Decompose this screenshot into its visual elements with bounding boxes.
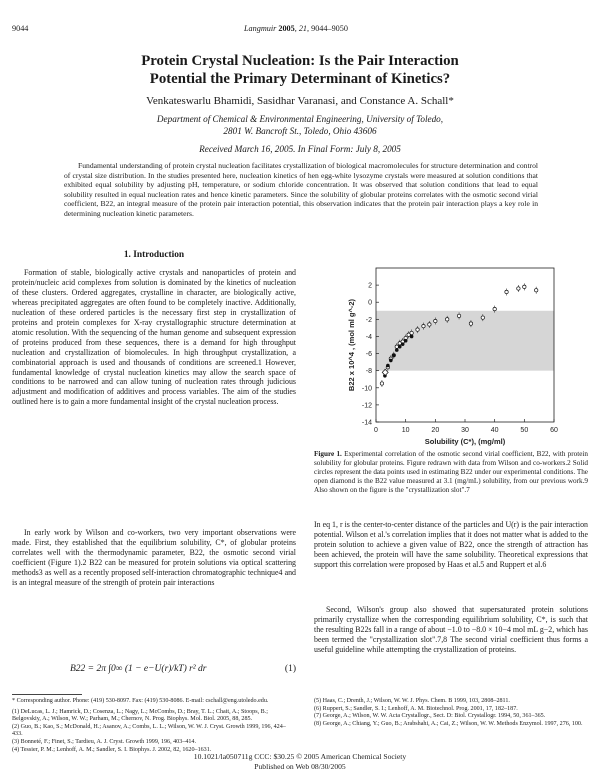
affiliation: [40, 114, 560, 137]
section-heading: 1. Introduction: [123, 250, 185, 260]
journal-name: Langmuir: [244, 24, 277, 33]
corresponding-author-note: * Corresponding author. Phone: (419) 530-8097. Fax: (419) 530-8086. E-mail: cschall@eng.utoledo.edu.: [12, 698, 269, 704]
x-tick-label: 0: [374, 427, 378, 434]
data-point-open: [517, 287, 520, 290]
x-tick-label: 30: [461, 427, 469, 434]
journal-pages: 9044–9050: [311, 24, 348, 33]
x-tick-label: 50: [520, 427, 529, 434]
y-tick-label: 2: [368, 282, 372, 290]
figure-caption-label: Figure 1.: [314, 450, 342, 458]
affiliation-line-1: Department of Chemical & Environmental Engineering, University of Toledo,: [156, 114, 444, 124]
x-axis-label: Solubility (C*), (mg/ml): [424, 437, 506, 446]
doi-block: [80, 752, 520, 771]
data-point-open: [380, 382, 383, 385]
published-line: Published on Web 08/30/2005: [254, 761, 346, 771]
y-tick-label: -2: [365, 316, 372, 324]
equation-1: [12, 662, 296, 682]
footnotes-left: [12, 694, 296, 754]
data-point-open: [535, 289, 538, 292]
footnote-rule: [12, 694, 82, 695]
y-axis-label: B22 x 10^4 , (mol ml g^-2): [347, 298, 356, 392]
y-tick-label: -8: [365, 368, 372, 376]
reference-8: (8) George, A.; Chiang, Y.; Guo, B.; Arabshahi, A.; Cai, Z.; Wilson, W. W. Methods Enzymol. 1997, 276, 100.: [314, 720, 583, 727]
running-header: [12, 24, 588, 38]
data-point-open: [469, 322, 472, 325]
doi-line: 10.1021/la050711g CCC: $30.25 © 2005 American Chemical Society: [193, 752, 407, 761]
abstract: Fundamental understanding of protein crystal nucleation facilitates crystallization of biological macromolecules for structure determination and control of crystal size distribution. In the studies presented here, nucleation kinetics of hen egg-white lysozyme crystals were measured at solution conditions that exhibited equal solubility by adjusting pH, temperature, or sodium chloride concentration. It was observed that solution conditions that lead to equal solubility resulted in equal nucleation rates and hence kinetic parameters. Since the solubility of globular proteins correlates with the osmotic second virial coefficient, B22, an integral measure of the protein pair interaction potential, this observation indicates that the protein pair interaction plays a key role in determining nucleation kinetic parameters.: [64, 161, 538, 218]
equation-number: (1): [284, 664, 296, 674]
data-point-open: [481, 316, 484, 319]
data-point-solid: [395, 348, 399, 352]
journal-volume: 21: [298, 24, 308, 33]
page-number: 9044: [12, 24, 29, 33]
intro-paragraph-2: In early work by Wilson and co-workers, two very important observations were made. First, they established that the equilibrium solubility, C*, of globular proteins correlates well with the thermodynamic parameter, B22, the osmotic second virial coefficient (Figure 1).2 B22 can be measured for protein solutions via optical scattering methods3 as well as a recently proposed self-interaction chromatographic technique4 and is an integral measure of the strength of protein pair interactions: [12, 528, 296, 587]
figure-caption-text: Experimental correlation of the osmotic second virial coefficient, B22, with protein solubility for globular proteins. Figure redrawn with data from Wilson and co-workers.2 Solid circles represent the data points used in estimating B22 under our experimental conditions. The open diamond is the B22 value measured at 3.1 (mg/mL) solubility, from our previous work.9 Also shown on the figure is the "crystallization slot".7: [314, 450, 589, 494]
data-point-open: [428, 323, 431, 326]
y-tick-label: -14: [361, 419, 372, 427]
data-point-open: [422, 324, 425, 327]
article-title: [40, 52, 560, 88]
figure-caption: [314, 450, 588, 495]
data-point-solid: [389, 359, 393, 363]
x-tick-label: 60: [550, 427, 558, 434]
data-point-open: [434, 319, 437, 322]
y-tick-label: 0: [368, 299, 372, 307]
reference-5: (5) Haas, C.; Drenth, J.; Wilson, W. W. J. Phys. Chem. B 1999, 103, 2808–2811.: [314, 698, 510, 704]
journal-citation: Langmuir 2005, 21, 9044–9050: [244, 24, 348, 33]
right-paragraph-2: Second, Wilson's group also showed that supersaturated protein solutions primarily crystallize when the corresponding equilibrium solubility, C*, is such that the resulting B22s fall in a range of about −1.0 to −8.0 × 10−4 mol mL g−2, which has been termed the "crystallization slot".7,8 The second virial coefficient thus forms a useful guideline while attempting the crystallization of proteins.: [314, 605, 588, 654]
y-tick-label: -4: [365, 333, 372, 341]
x-tick-label: 20: [431, 427, 440, 434]
data-point-open: [505, 290, 508, 293]
y-tick-label: -12: [361, 402, 372, 410]
data-point-solid: [404, 339, 408, 343]
equation-expression: B22 = 2π ∫0∞ (1 − e−U(r)/kT) r² dr: [70, 664, 207, 674]
reference-6: (6) Ruppert, S.; Sandler, S. I.; Lenhoff, A. M. Biotechnol. Prog. 2001, 17, 182–187.: [314, 705, 518, 712]
affiliation-line-2: 2801 W. Bancroft St., Toledo, Ohio 43606: [223, 125, 377, 136]
data-point-open: [416, 328, 419, 331]
x-tick-label: 40: [490, 427, 499, 434]
data-point-open: [457, 314, 460, 317]
reference-3: (3) Bonneté, F.; Finet, S.; Tardieu, A. J. Cryst. Growth 1999, 196, 403–414.: [12, 738, 196, 745]
data-point-solid: [386, 364, 390, 368]
title-line-1: Protein Crystal Nucleation: Is the Pair Interaction: [141, 53, 459, 69]
data-point-solid: [410, 335, 414, 339]
x-tick-label: 10: [401, 427, 410, 434]
title-line-2: Potential the Primary Determinant of Kinetics?: [149, 71, 451, 87]
intro-paragraph-1: Formation of stable, biologically active crystals and nanoparticles of protein and protein/nucleic acid complexes from solution is dominated by the kinetics of nucleation of these clusters. Ordered aggregates, crystalline in character, are biologically active, whereas precipitated aggregates are often found to be completely inactive. Additionally, nucleation of these ordered particles is the necessary first step in crystallization of proteins and protein complexes for X-ray crystallographic structure determination at atomic resolution. With the sequencing of the human genome and subsequent expression of proteins produced from these sequences, there is a demand for high throughput nucleation and crystallization of biomolecules. In high throughput crystallization, a combinatorial approach is used and thousands of conditions are screened.1 However, fundamental knowledge of crystal nucleation kinetics may allow the search space of conditions to be narrowed and can allow tuning of nucleation rates through judicious adjustment and modification of additives and process variables. The aim of the studies outlined here is to gain a more fundamental insight of the crystal nucleation process.: [12, 268, 296, 407]
right-paragraph-1: In eq 1, r is the center-to-center distance of the particles and U(r) is the pair interaction potential. Wilson et al.'s correlation implies that it does not matter what is added to the protein solution to achieve a given value of B22, once the strength of attraction has been achieved, the protein will have the same solubility. Theoretical expressions that support this correlation were proposed by Haas et al.5 and Ruppert et al.6: [314, 520, 588, 569]
authors: Venkateswarlu Bhamidi, Sasidhar Varanasi, and Constance A. Schall*: [146, 95, 454, 107]
reference-4: (4) Tessier, P. M.; Lenhoff, A. M.; Sandler, S. I. Biophys. J. 2002, 82, 1620–1631.: [12, 746, 212, 753]
data-point-solid: [401, 342, 405, 346]
journal-year: 2005: [278, 24, 295, 33]
y-tick-label: -6: [365, 351, 372, 359]
data-point-open: [523, 285, 526, 288]
data-point-open: [446, 318, 449, 321]
data-point-open: [410, 331, 413, 334]
data-point-open: [493, 307, 496, 310]
chart-plot: [347, 268, 558, 446]
figure-1-chart: [314, 256, 588, 448]
received-dates: Received March 16, 2005. In Final Form: July 8, 2005: [199, 144, 401, 154]
reference-1: (1) DeLucas, L. J.; Hamrick, D.; Cosenza, L.; Nagy, L.; McCombs, D.; Bray, T. L.; Chait, A.; Stoops, B.; Belgovskiy, A.; Wilson, W. W.; Parham, M.; Chernov, N. Prog. Biophys. Mol. Biol. 2005, 88, 285.: [12, 708, 268, 723]
y-tick-label: -10: [361, 385, 372, 393]
reference-7: (7) George, A.; Wilson, W. W. Acta Crystallogr., Sect. D: Biol. Crystallogr. 1994, 50, 361–365.: [314, 713, 546, 720]
footnotes-right: [314, 694, 588, 728]
data-point-solid: [392, 353, 396, 357]
data-point-solid: [398, 345, 402, 349]
reference-2: (2) Guo, B.; Kao, S.; McDonald, H.; Asanov, A.; Combs, L. L.; Wilson, W. W. J. Cryst. Growth 1999, 196, 424–433.: [12, 723, 286, 738]
